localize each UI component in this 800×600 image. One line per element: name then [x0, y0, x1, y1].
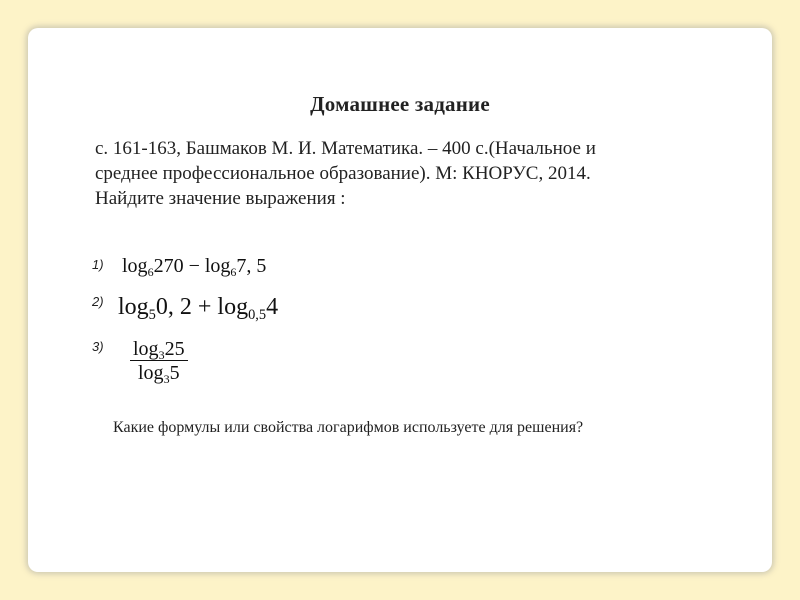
assignment-text [95, 136, 715, 211]
log-argument: 7, 5 [236, 255, 267, 277]
log-label: log [122, 255, 148, 277]
log-label: log [204, 255, 231, 277]
assignment-line-3: Найдите значение выражения : [95, 188, 346, 209]
log-base: 0,5 [248, 307, 267, 324]
log-argument: 0, 2 [155, 294, 192, 320]
log-label: log [217, 294, 249, 320]
log-base: 3 [158, 348, 165, 363]
question-text: Какие формулы или свойства логарифмов используете для решения? [113, 419, 584, 436]
fraction-denominator [130, 361, 188, 385]
plus-operator: + [191, 294, 218, 320]
log-argument: 4 [266, 294, 279, 320]
log-label: log [138, 362, 164, 384]
task-1-expression [122, 255, 266, 278]
task-1-number: 1) [92, 257, 104, 272]
task-2-number: 2) [92, 294, 104, 309]
minus-operator: − [183, 255, 205, 277]
log-label: log [133, 338, 159, 360]
log-argument: 270 [153, 255, 184, 277]
log-base: 3 [163, 372, 170, 387]
task-3-number: 3) [92, 339, 104, 354]
task-3-fraction [130, 338, 188, 385]
log-base: 5 [148, 307, 156, 324]
log-label: log [118, 294, 149, 320]
assignment-line-1: с. 161-163, Башмаков М. И. Математика. – 400 с.(Начальное и [95, 138, 596, 159]
log-base: 6 [230, 265, 237, 280]
log-argument: 5 [169, 362, 180, 384]
task-2-expression [118, 294, 279, 324]
log-argument: 25 [164, 338, 185, 360]
page-title: Домашнее задание [310, 92, 490, 116]
log-base: 6 [147, 265, 154, 280]
fraction-numerator [130, 338, 188, 361]
assignment-line-2: среднее профессиональное образование). М: КНОРУС, 2014. [95, 163, 591, 184]
